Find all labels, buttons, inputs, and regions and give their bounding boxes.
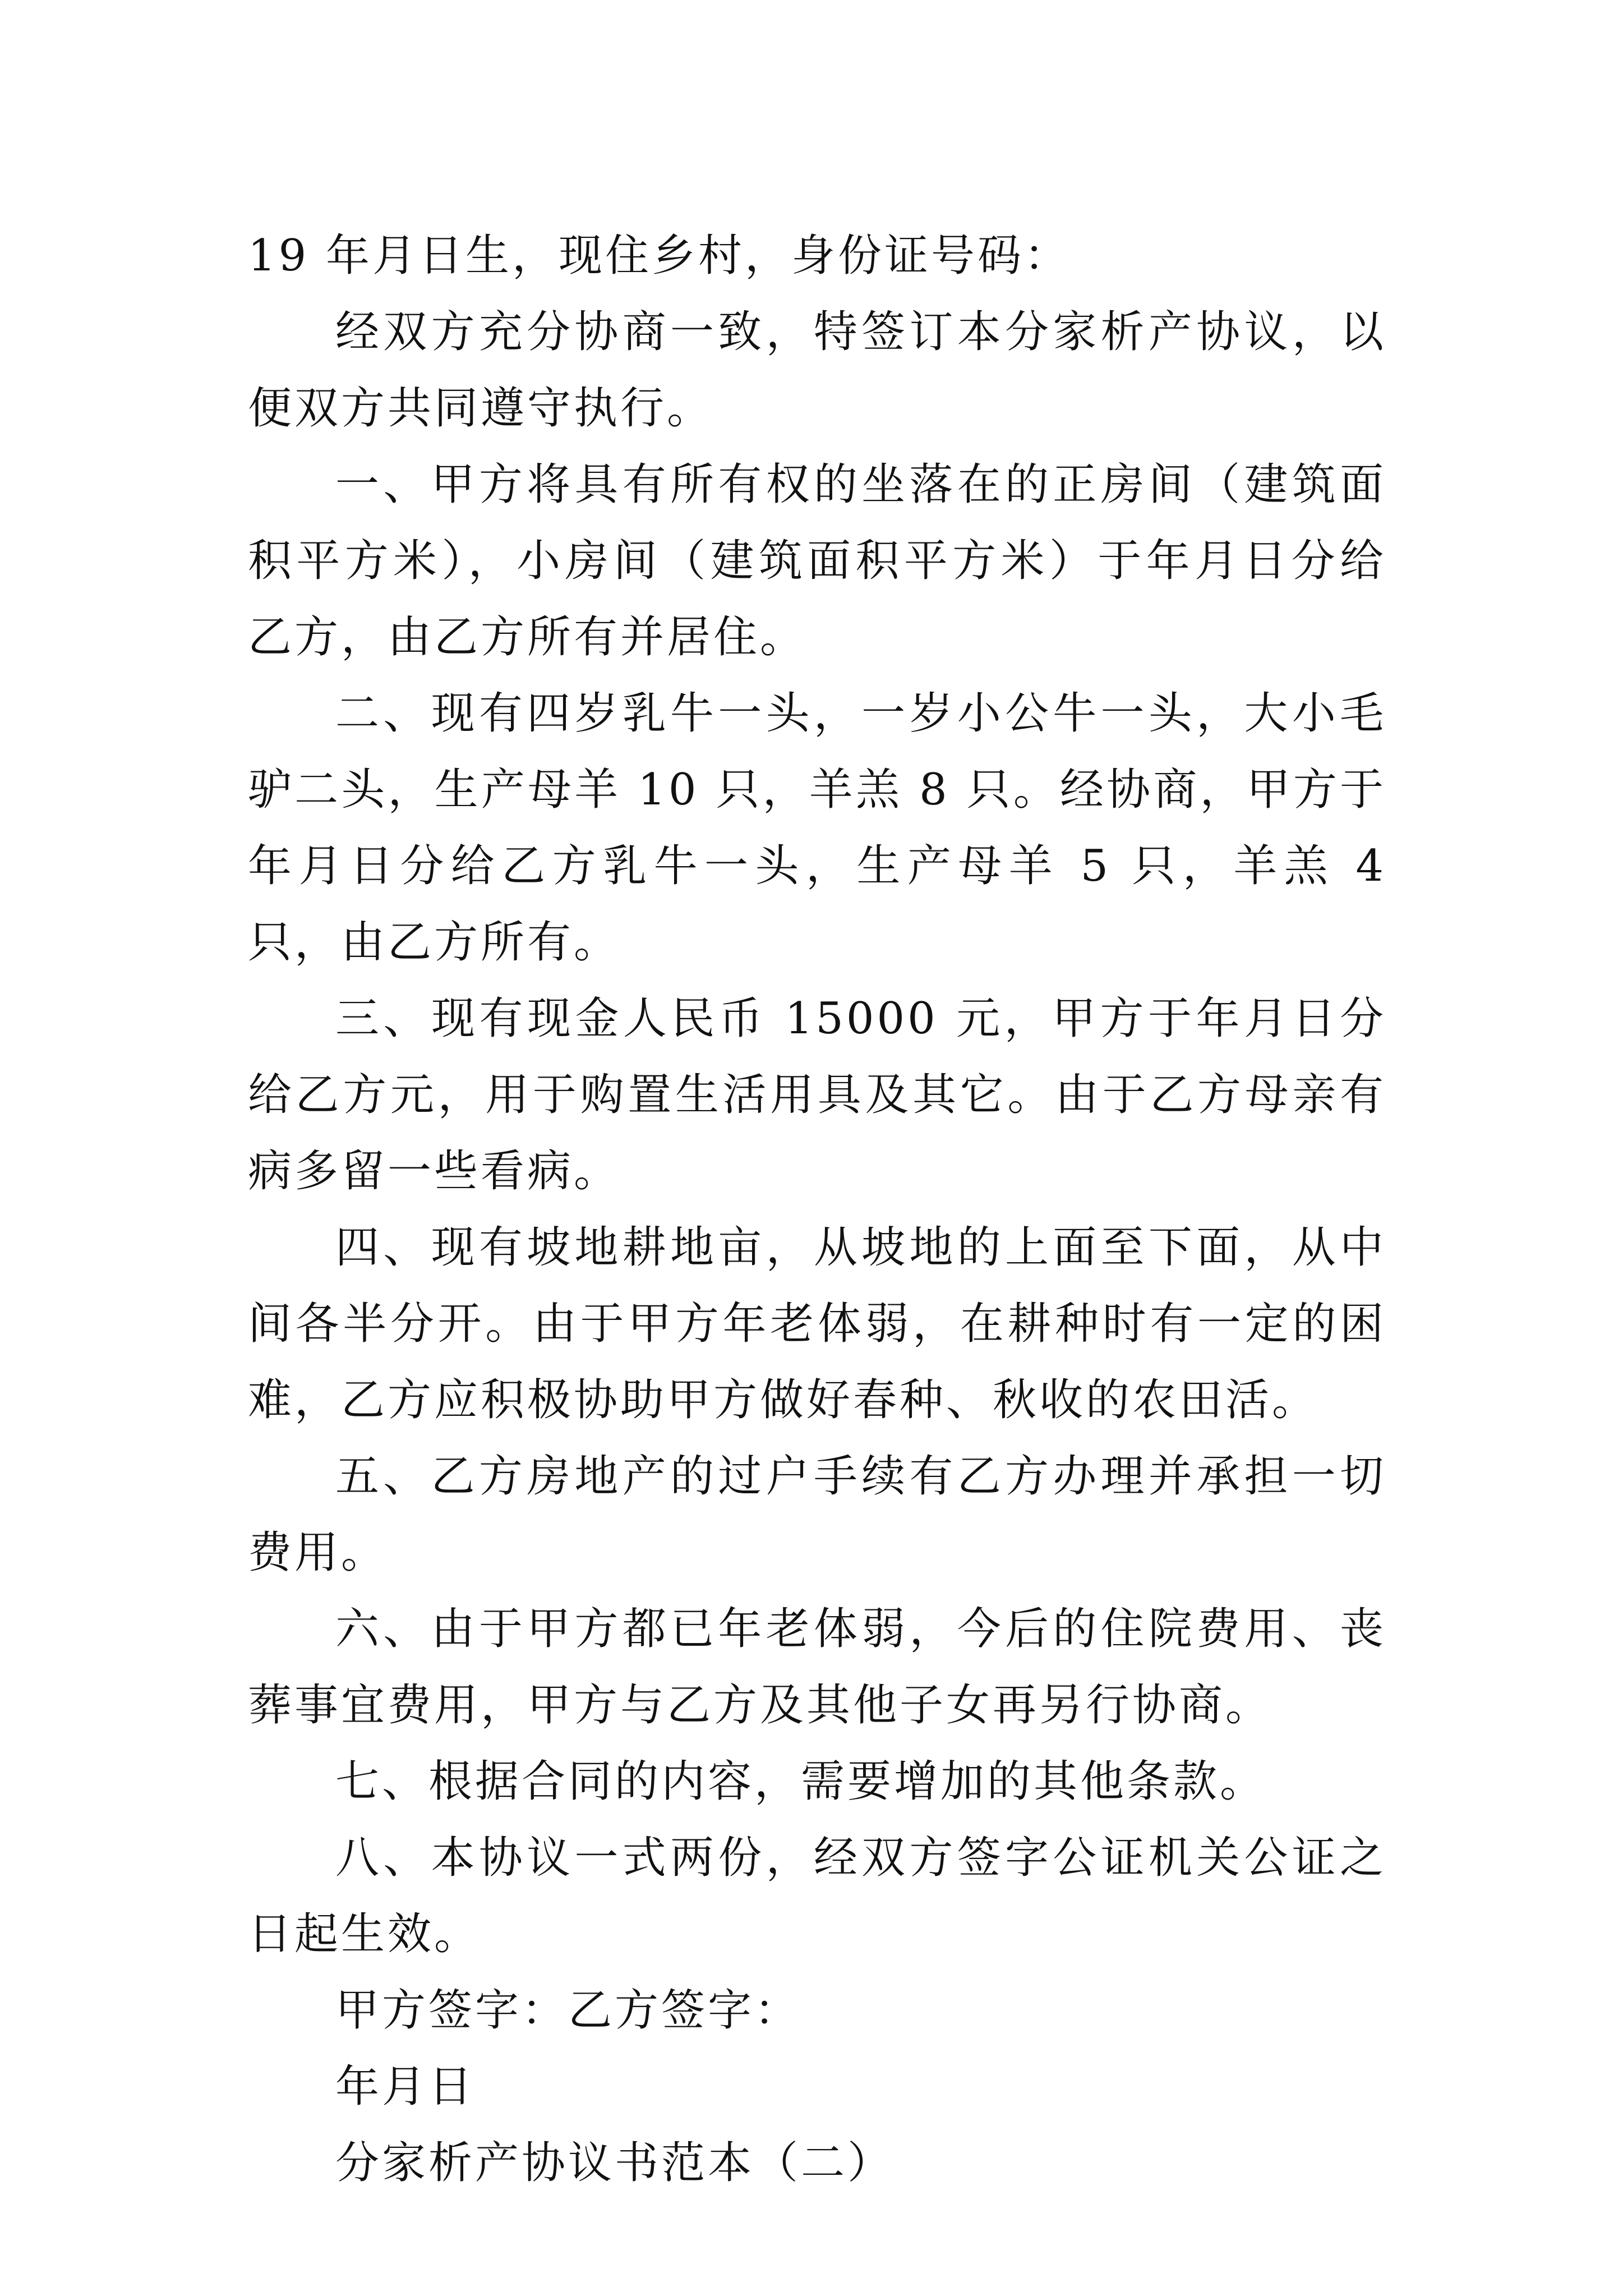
clause-1-house: 一、甲方将具有所有权的坐落在的正房间（建筑面积平方米），小房间（建筑面积平方米）于年月日分给乙方，由乙方所有并居住。 bbox=[248, 459, 1386, 662]
clause-4-farmland: 四、现有坡地耕地亩，从坡地的上面至下面，从中间各半分开。由于甲方年老体弱，在耕种时有一定的困难，乙方应积极协助甲方做好春种、秋收的农田活。 bbox=[248, 1222, 1386, 1425]
date-line: 年月日 bbox=[335, 2062, 476, 2112]
clause-3-cash: 三、现有现金人民币 15000 元，甲方于年月日分给乙方元，用于购置生活用具及其它。由于乙方母亲有病多留一些看病。 bbox=[248, 993, 1386, 1197]
clause-5-transfer: 五、乙方房地产的过户手续有乙方办理并承担一切费用。 bbox=[248, 1451, 1386, 1578]
paragraph-agreement-intro: 经双方充分协商一致，特签订本分家析产协议，以便双方共同遵守执行。 bbox=[248, 307, 1386, 434]
paragraph-birth-residence: 19 年月日生，现住乡村，身份证号码： bbox=[248, 231, 1071, 281]
signature-line: 甲方签字：乙方签字： bbox=[335, 1985, 801, 2036]
document-body bbox=[248, 218, 1386, 2201]
clause-8-effect: 八、本协议一式两份，经双方签字公证机关公证之日起生效。 bbox=[248, 1833, 1386, 1959]
clause-6-expenses: 六、由于甲方都已年老体弱，今后的住院费用、丧葬事宜费用，甲方与乙方及其他子女再另行协商。 bbox=[248, 1604, 1386, 1731]
next-section-heading: 分家析产协议书范本（二） bbox=[335, 2138, 895, 2188]
clause-2-livestock: 二、现有四岁乳牛一头，一岁小公牛一头，大小毛驴二头，生产母羊 10 只，羊羔 8 只。经协商，甲方于年月日分给乙方乳牛一头，生产母羊 5 只，羊羔 4 只，由乙方所有。 bbox=[248, 688, 1386, 968]
clause-7-additional: 七、根据合同的内容，需要增加的其他条款。 bbox=[335, 1756, 1267, 1807]
